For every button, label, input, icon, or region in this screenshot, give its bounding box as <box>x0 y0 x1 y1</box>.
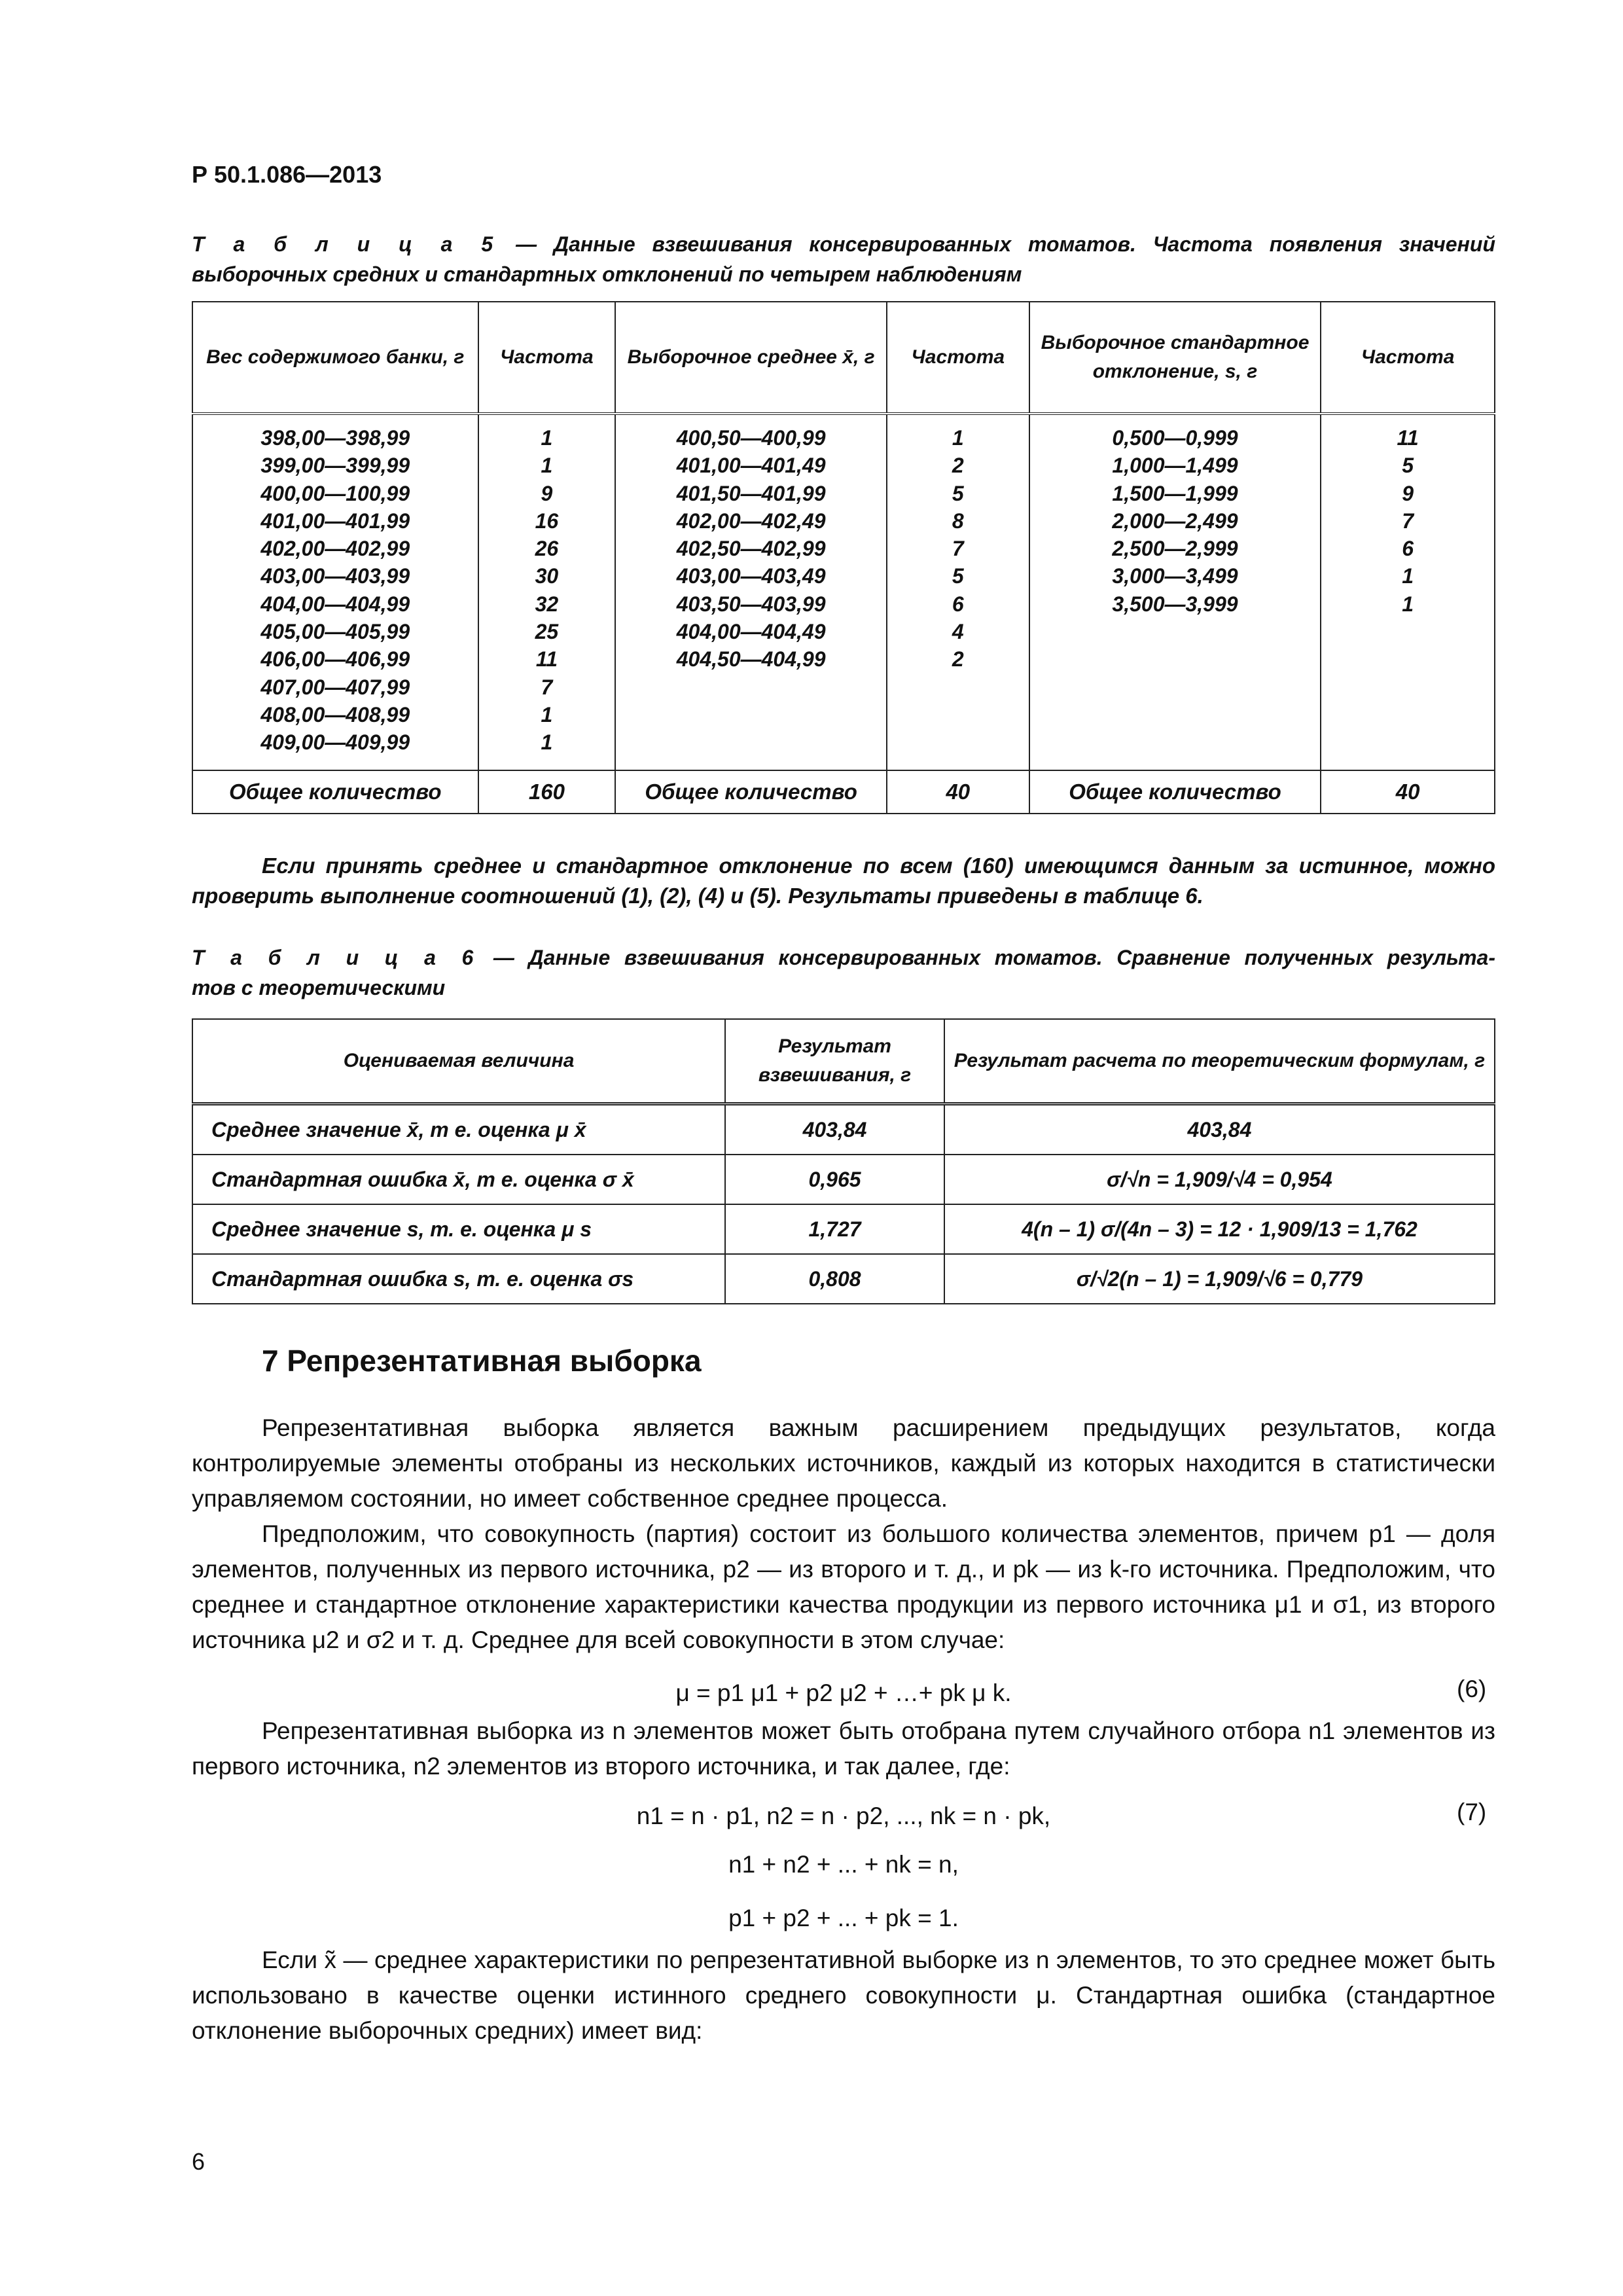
equation-7a: n1 = n · p1, n2 = n · p2, ..., nk = n · pk, <box>636 1803 1051 1829</box>
table6-quantity: Стандартная ошибка x̄, т е. оценка σ x̄ <box>192 1155 725 1204</box>
section-paragraph: Если x̃ — среднее характеристики по репрезентативной выборке из n элементов, то это среднее может быть использовано в качестве оценки истинного среднего совокупности μ. Стандартная ошибка (стандартное отклонение выборочных средних) имеет вид: <box>192 1946 1495 2044</box>
table6-theoretical: σ/√2(n – 1) = 1,909/√6 = 0,779 <box>944 1254 1495 1304</box>
table5-total-label: Общее количество <box>1029 770 1321 814</box>
table6-measured: 403,84 <box>725 1104 944 1155</box>
table6-caption <box>192 942 1495 1003</box>
table5-col-frequency: 11 5 9 7 6 1 1 <box>1321 424 1495 770</box>
table6-row <box>192 1155 1495 1204</box>
table6-theoretical: 4(n – 1) σ/(4n – 3) = 12 · 1,909/13 = 1,762 <box>944 1204 1495 1254</box>
table6-theoretical: 403,84 <box>944 1104 1495 1155</box>
table5-header: Частота <box>478 302 616 414</box>
table5-col-std-dev: 0,500—0,999 1,000—1,499 1,500—1,999 2,000—2,499 2,500—2,999 3,000—3,499 3,500—3,999 <box>1029 424 1321 770</box>
equation-7b: n1 + n2 + ... + nk = n, <box>728 1851 959 1878</box>
table5-col-frequency: 1 1 9 16 26 30 32 25 11 7 1 1 <box>478 424 616 770</box>
page-number: 6 <box>192 2148 205 2175</box>
table6-header: Оцениваемая величина <box>192 1019 725 1104</box>
section-paragraph: Предположим, что совокупность (партия) состоит из большого количества элементов, причем p1 — доля элементов, полученных из первого источника, p2 — из второго и т. д., и pk — из k-го источника. Предположим, что среднее и стандартное отклонение характеристики качества продукции из первого источника μ1 и σ1, из второго источника μ2 и σ2 и т. д. Среднее для всей совокупности в этом случае: <box>192 1520 1495 1653</box>
table6-header: Результат расчета по теоретическим формулам, г <box>944 1019 1495 1104</box>
table6-theoretical: σ/√n = 1,909/√4 = 0,954 <box>944 1155 1495 1204</box>
table5-caption <box>192 229 1495 289</box>
table6 <box>192 1018 1495 1304</box>
table5-total-value: 40 <box>887 770 1029 814</box>
table5-header: Частота <box>1321 302 1495 414</box>
table5-header: Частота <box>887 302 1029 414</box>
table6-row <box>192 1104 1495 1155</box>
equation-6: μ = p1 μ1 + p2 μ2 + …+ pk μ k. <box>675 1679 1012 1706</box>
section-heading: 7 Репрезентативная выборка <box>262 1344 702 1378</box>
table5-total-value: 40 <box>1321 770 1495 814</box>
table6-measured: 1,727 <box>725 1204 944 1254</box>
document-code: Р 50.1.086—2013 <box>192 161 382 188</box>
equation-number: (7) <box>1457 1799 1487 1825</box>
table6-quantity: Стандартная ошибка s, т. е. оценка σs <box>192 1254 725 1304</box>
table6-caption-label: Т а б л и ц а 6 <box>192 946 480 969</box>
table5-header: Выборочное среднее x̄, г <box>615 302 887 414</box>
table5-header: Выборочное стандартное отклонение, s, г <box>1029 302 1321 414</box>
section-paragraph: Репрезентативная выборка является важным расширением предыдущих результатов, когда контролируемые элементы отобраны из нескольких источников, каждый из которых находится в статистически управляемом состоянии, но имеет собственное среднее процесса. <box>192 1414 1495 1512</box>
equation-7c: p1 + p2 + ... + pk = 1. <box>728 1905 959 1931</box>
table6-measured: 0,965 <box>725 1155 944 1204</box>
table5-total-label: Общее количество <box>615 770 887 814</box>
table5-col-weight: 398,00—398,99 399,00—399,99 400,00—100,99 401,00—401,99 402,00—402,99 403,00—403,99 404,00—404,99 405,00—405,99 406,00—406,99 407,00—407,99 408,00—408,99 409,00—409,99 <box>192 424 478 770</box>
table5-col-frequency: 1 2 5 8 7 5 6 4 2 <box>887 424 1029 770</box>
table6-header: Результат взвешивания, г <box>725 1019 944 1104</box>
equation-number: (6) <box>1457 1676 1487 1702</box>
table6-measured: 0,808 <box>725 1254 944 1304</box>
table5-caption-line1: — Данные взвешивания консервированных томатов. Частота появления значений <box>499 232 1496 256</box>
table6-caption-line2: тов с теоретическими <box>192 976 446 999</box>
table5 <box>192 301 1495 814</box>
table5-caption-line2: выборочных средних и стандартных отклонений по четырем наблюдениям <box>192 262 1022 286</box>
table5-caption-label: Т а б л и ц а 5 <box>192 232 499 256</box>
table6-row <box>192 1254 1495 1304</box>
table6-quantity: Среднее значение x̄, т е. оценка μ x̄ <box>192 1104 725 1155</box>
paragraph-after-table5: Если принять среднее и стандартное отклонение по всем (160) имеющимся данным за истинное, можно проверить выполнение соотношений (1), (2), (4) и (5). Результаты приведены в таблице 6. <box>192 853 1495 908</box>
table5-header: Вес содержимого банки, г <box>192 302 478 414</box>
table5-col-sample-mean: 400,50—400,99 401,00—401,49 401,50—401,99 402,00—402,49 402,50—402,99 403,00—403,49 403,50—403,99 404,00—404,49 404,50—404,99 <box>615 424 887 770</box>
table5-total-label: Общее количество <box>192 770 478 814</box>
table6-caption-line1: — Данные взвешивания консервированных томатов. Сравнение полученных результа- <box>479 946 1496 969</box>
section-paragraph: Репрезентативная выборка из n элементов может быть отобрана путем случайного отбора n1 элементов из первого источника, n2 элементов из второго источника, и так далее, где: <box>192 1717 1495 1780</box>
table6-row <box>192 1204 1495 1254</box>
table6-quantity: Среднее значение s, т. е. оценка μ s <box>192 1204 725 1254</box>
table5-total-value: 160 <box>478 770 616 814</box>
